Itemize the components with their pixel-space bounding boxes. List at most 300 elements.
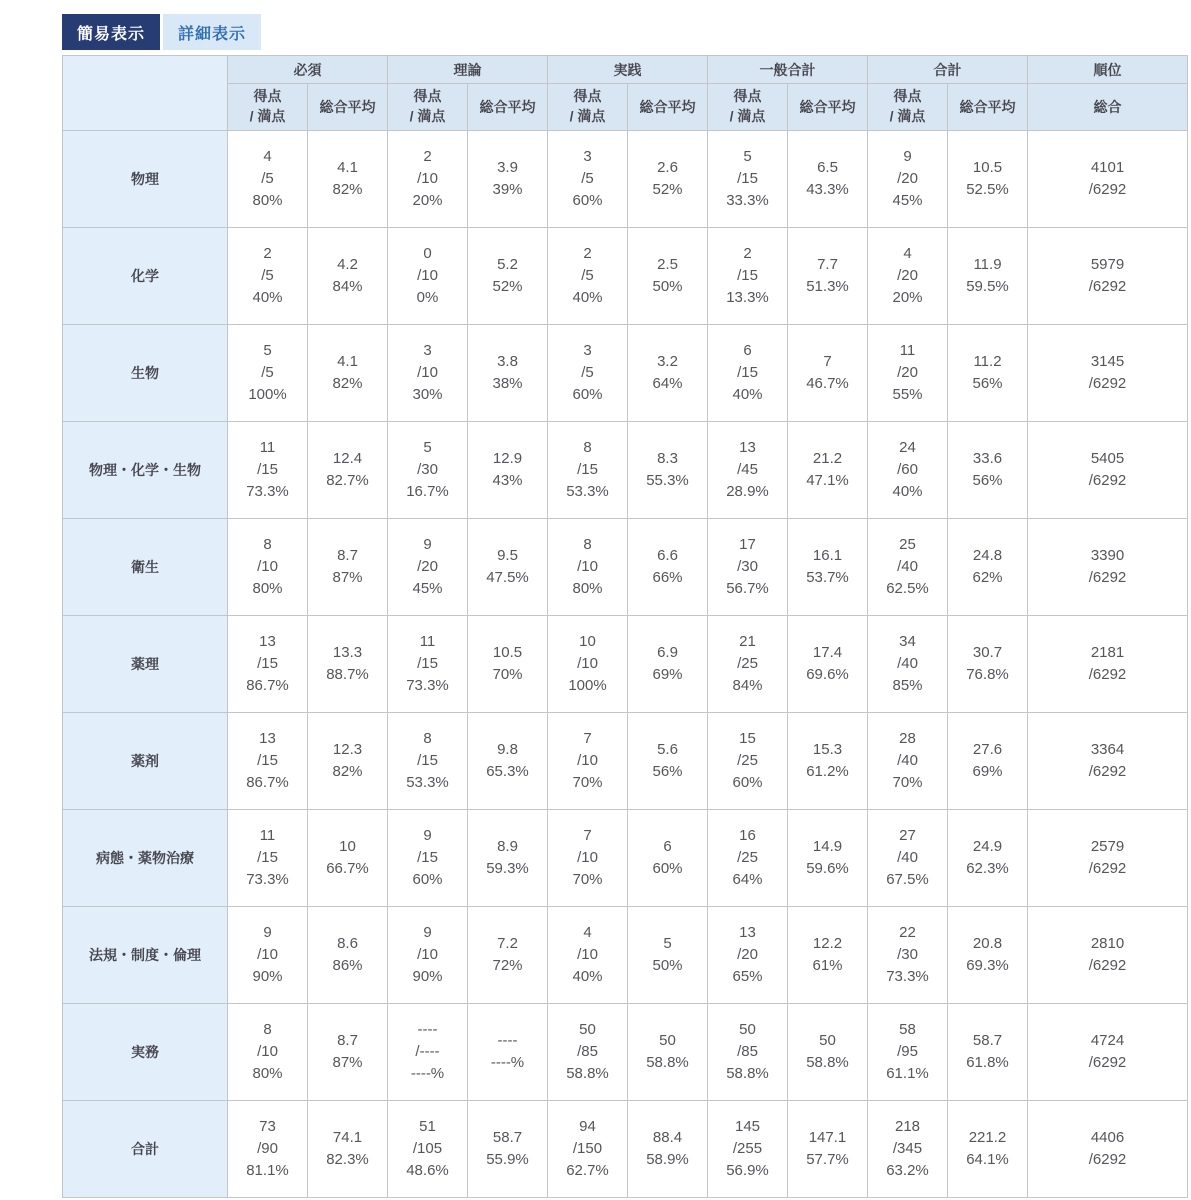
average-cell: [308, 810, 388, 907]
cell-line: /6292: [1088, 957, 1127, 974]
cell-line: 51.3%: [806, 278, 849, 295]
cell-line: 3145: [1090, 353, 1125, 371]
score-cell: [868, 519, 948, 616]
score-cell: [548, 228, 628, 325]
cell-line: 58.7: [492, 1129, 523, 1147]
score-cell: [388, 810, 468, 907]
cell-line: 10: [579, 633, 596, 651]
cell-line: 100%: [568, 676, 607, 694]
cell-line: 65%: [732, 967, 763, 985]
cell-line: 3.2: [657, 353, 678, 371]
cell-line: 4.1: [337, 353, 358, 371]
score-cell: [388, 228, 468, 325]
cell-line: 13.3: [332, 644, 363, 662]
score-cell: [868, 422, 948, 519]
cell-line: 40%: [572, 967, 603, 985]
average-cell: [468, 519, 548, 616]
cell-line: /30: [737, 558, 758, 576]
cell-line: 84%: [732, 676, 763, 694]
cell-line: 45%: [412, 579, 443, 597]
cell-line: 27.6: [972, 741, 1003, 759]
average-cell: [948, 519, 1028, 616]
cell-line: /5: [581, 364, 594, 382]
header-sub-row: [63, 84, 1188, 131]
group-header-theory: 理論: [388, 56, 548, 84]
cell-line: /5: [581, 170, 594, 188]
cell-line: 2: [743, 245, 752, 263]
cell-line: 66.7%: [326, 860, 369, 877]
cell-line: 11.9: [973, 256, 1002, 274]
cell-line: 80%: [572, 579, 603, 597]
cell-line: 4: [583, 924, 592, 942]
cell-line: 66%: [652, 569, 683, 586]
cell-line: 64%: [732, 870, 763, 888]
average-cell: [628, 810, 708, 907]
cell-line: 10.5: [492, 644, 523, 662]
cell-line: 58.8%: [646, 1054, 689, 1071]
score-cell: [388, 131, 468, 228]
cell-line: /6292: [1088, 569, 1127, 586]
cell-line: 2: [263, 245, 272, 263]
average-cell: [308, 907, 388, 1004]
cell-line: 53.3%: [406, 773, 449, 791]
cell-line: 5: [263, 342, 272, 360]
rank-cell: [1028, 325, 1188, 422]
cell-line: 61.8%: [966, 1054, 1009, 1071]
cell-line: /25: [737, 849, 758, 867]
cell-line: 8.7: [337, 1032, 358, 1050]
row-label: 実務: [63, 1004, 228, 1101]
rank-cell: [1028, 1101, 1188, 1198]
cell-line: 47.5%: [486, 569, 529, 586]
cell-line: 50: [659, 1032, 676, 1050]
header-group-row: [63, 56, 1188, 84]
cell-line: 3: [583, 148, 592, 166]
score-cell: [228, 1101, 308, 1198]
score-cell: [868, 907, 948, 1004]
score-cell: [708, 616, 788, 713]
average-cell: [788, 1004, 868, 1101]
average-cell: [788, 907, 868, 1004]
cell-line: 5: [743, 148, 752, 166]
cell-line: /10: [257, 1043, 278, 1061]
row-label: 化学: [63, 228, 228, 325]
cell-line: 9: [263, 924, 272, 942]
score-cell: [228, 713, 308, 810]
score-header-line2: / 満点: [569, 108, 606, 124]
cell-line: 69.3%: [966, 957, 1009, 974]
cell-line: 12.4: [332, 450, 363, 468]
score-cell: [868, 1101, 948, 1198]
rank-cell: [1028, 519, 1188, 616]
cell-line: 13: [739, 924, 756, 942]
cell-line: 38%: [492, 375, 523, 392]
cell-line: 60%: [652, 860, 683, 877]
cell-line: /20: [897, 267, 918, 285]
score-cell: [388, 713, 468, 810]
cell-line: 2: [583, 245, 592, 263]
average-cell: [948, 1004, 1028, 1101]
average-cell: [948, 616, 1028, 713]
cell-line: ----: [417, 1021, 438, 1039]
row-label: 薬剤: [63, 713, 228, 810]
score-cell: [548, 907, 628, 1004]
cell-line: 5.2: [497, 256, 518, 274]
cell-line: 13: [259, 633, 276, 651]
group-header-rank: 順位: [1028, 56, 1188, 84]
cell-line: 67.5%: [886, 870, 929, 888]
cell-line: 6.6: [657, 547, 678, 565]
rank-cell: [1028, 228, 1188, 325]
cell-line: 24: [899, 439, 916, 457]
cell-line: /10: [577, 558, 598, 576]
cell-line: /25: [737, 752, 758, 770]
average-cell: [948, 810, 1028, 907]
cell-line: /6292: [1088, 860, 1127, 877]
average-cell: [948, 713, 1028, 810]
cell-line: 8: [583, 439, 592, 457]
cell-line: /15: [737, 170, 758, 188]
cell-line: 59.6%: [806, 860, 849, 877]
score-cell: [708, 422, 788, 519]
rank-cell: [1028, 713, 1188, 810]
cell-line: 55%: [892, 385, 923, 403]
cell-line: /20: [897, 364, 918, 382]
cell-line: 9: [423, 924, 432, 942]
cell-line: 3390: [1090, 547, 1125, 565]
cell-line: /60: [897, 461, 918, 479]
score-cell: [708, 1101, 788, 1198]
score-cell: [548, 1004, 628, 1101]
cell-line: 82.7%: [326, 472, 369, 489]
score-header: [548, 84, 628, 131]
cell-line: /5: [581, 267, 594, 285]
cell-line: 9.8: [497, 741, 518, 759]
score-cell: [548, 810, 628, 907]
cell-line: 73: [259, 1118, 276, 1136]
cell-line: 20%: [412, 191, 443, 209]
cell-line: 2.5: [657, 256, 678, 274]
cell-line: /15: [417, 752, 438, 770]
cell-line: 24.9: [972, 838, 1003, 856]
cell-line: 100%: [248, 385, 287, 403]
cell-line: 58.9%: [646, 1151, 689, 1168]
cell-line: 73.3%: [886, 967, 929, 985]
cell-line: 69%: [972, 763, 1003, 780]
average-cell: [468, 713, 548, 810]
average-cell: [628, 1101, 708, 1198]
table-row: [63, 616, 1188, 713]
cell-line: 88.7%: [326, 666, 369, 683]
score-cell: [548, 713, 628, 810]
cell-line: 50: [579, 1021, 596, 1039]
average-cell: [948, 131, 1028, 228]
cell-line: 63.2%: [886, 1161, 929, 1179]
average-cell: [308, 713, 388, 810]
score-cell: [868, 713, 948, 810]
score-header: [708, 84, 788, 131]
cell-line: 86.7%: [246, 676, 289, 694]
score-header-line1: 得点: [733, 88, 762, 105]
cell-line: 80%: [252, 1064, 283, 1082]
cell-line: 70%: [892, 773, 923, 791]
average-cell: [308, 1101, 388, 1198]
average-cell: [948, 907, 1028, 1004]
cell-line: 3.9: [497, 159, 518, 177]
cell-line: 10.5: [972, 159, 1003, 177]
cell-line: 50: [739, 1021, 756, 1039]
score-cell: [388, 1004, 468, 1101]
cell-line: 58.8%: [806, 1054, 849, 1071]
average-cell: [308, 616, 388, 713]
cell-line: /40: [897, 558, 918, 576]
cell-line: /10: [417, 170, 438, 188]
score-cell: [708, 131, 788, 228]
cell-line: 4.1: [337, 159, 358, 177]
cell-line: 43.3%: [806, 181, 849, 198]
cell-line: 40%: [732, 385, 763, 403]
cell-line: 69.6%: [806, 666, 849, 683]
cell-line: 85%: [892, 676, 923, 694]
table-row: [63, 519, 1188, 616]
average-cell: [788, 228, 868, 325]
rank-cell: [1028, 131, 1188, 228]
cell-line: 86.7%: [246, 773, 289, 791]
cell-line: 87%: [332, 569, 363, 586]
cell-line: 11: [419, 633, 436, 651]
score-cell: [708, 228, 788, 325]
cell-line: /6292: [1088, 278, 1127, 295]
cell-line: /15: [417, 849, 438, 867]
cell-line: 147.1: [808, 1129, 847, 1147]
cell-line: /15: [257, 849, 278, 867]
cell-line: 0: [423, 245, 432, 263]
cell-line: 80%: [252, 191, 283, 209]
cell-line: 52.5%: [966, 181, 1009, 198]
cell-line: 5: [663, 935, 672, 953]
cell-line: 62.3%: [966, 860, 1009, 877]
score-cell: [228, 519, 308, 616]
cell-line: 40%: [572, 288, 603, 306]
cell-line: 27: [899, 827, 916, 845]
cell-line: /6292: [1088, 763, 1127, 780]
cell-line: 51: [419, 1118, 436, 1136]
cell-line: /10: [257, 558, 278, 576]
average-cell: [788, 810, 868, 907]
cell-line: 76.8%: [966, 666, 1009, 683]
cell-line: 60%: [572, 385, 603, 403]
cell-line: 52%: [652, 181, 683, 198]
score-cell: [868, 810, 948, 907]
rank-cell: [1028, 616, 1188, 713]
average-cell: [628, 907, 708, 1004]
score-cell: [228, 325, 308, 422]
cell-line: 4101: [1090, 159, 1125, 177]
cell-line: /15: [257, 655, 278, 673]
cell-line: 10: [339, 838, 356, 856]
average-cell: [948, 1101, 1028, 1198]
cell-line: 84%: [332, 278, 363, 295]
score-cell: [868, 131, 948, 228]
cell-line: 88.4: [652, 1129, 683, 1147]
cell-line: 2: [423, 148, 432, 166]
cell-line: 7.2: [497, 935, 518, 953]
cell-line: 12.2: [812, 935, 843, 953]
cell-line: 60%: [412, 870, 443, 888]
average-cell: [628, 1004, 708, 1101]
average-cell: [948, 228, 1028, 325]
score-cell: [388, 907, 468, 1004]
cell-line: 11: [259, 827, 276, 845]
cell-line: /5: [261, 364, 274, 382]
average-cell: [788, 325, 868, 422]
cell-line: 80%: [252, 579, 283, 597]
score-header-line2: / 満点: [889, 108, 926, 124]
cell-line: 47.1%: [806, 472, 849, 489]
score-cell: [868, 616, 948, 713]
cell-line: 20%: [892, 288, 923, 306]
score-header: [228, 84, 308, 131]
row-label: 生物: [63, 325, 228, 422]
cell-line: 52%: [492, 278, 523, 295]
cell-line: /5: [261, 267, 274, 285]
score-cell: [708, 325, 788, 422]
cell-line: 22: [899, 924, 916, 942]
cell-line: 82.3%: [326, 1151, 369, 1168]
average-cell: [788, 519, 868, 616]
cell-line: 65.3%: [486, 763, 529, 780]
cell-line: /10: [257, 946, 278, 964]
cell-line: 40%: [892, 482, 923, 500]
cell-line: 57.7%: [806, 1151, 849, 1168]
tab-simple-view[interactable]: 簡易表示: [62, 14, 160, 50]
cell-line: 11: [259, 439, 276, 457]
cell-line: ----%: [410, 1064, 445, 1082]
average-cell: [308, 422, 388, 519]
cell-line: 2.6: [657, 159, 678, 177]
row-label: 物理: [63, 131, 228, 228]
rank-cell: [1028, 810, 1188, 907]
cell-line: 8: [423, 730, 432, 748]
cell-line: 9: [903, 148, 912, 166]
rank-cell: [1028, 907, 1188, 1004]
cell-line: 81.1%: [246, 1161, 289, 1179]
cell-line: /150: [572, 1140, 603, 1158]
cell-line: /5: [261, 170, 274, 188]
cell-line: /10: [577, 849, 598, 867]
cell-line: 7: [583, 730, 592, 748]
cell-line: 3: [423, 342, 432, 360]
cell-line: 218: [894, 1118, 921, 1136]
cell-line: 58.8%: [566, 1064, 609, 1082]
cell-line: /15: [257, 752, 278, 770]
score-table: [62, 55, 1188, 1198]
cell-line: /15: [737, 267, 758, 285]
cell-line: /15: [737, 364, 758, 382]
score-cell: [228, 810, 308, 907]
cell-line: 94: [579, 1118, 596, 1136]
average-cell: [788, 1101, 868, 1198]
cell-line: 4: [263, 148, 272, 166]
cell-line: 64%: [652, 375, 683, 392]
score-cell: [548, 325, 628, 422]
score-cell: [708, 713, 788, 810]
cell-line: /15: [417, 655, 438, 673]
score-cell: [228, 131, 308, 228]
cell-line: 72%: [492, 957, 523, 974]
score-cell: [228, 616, 308, 713]
cell-line: 20.8: [972, 935, 1003, 953]
cell-line: /10: [577, 946, 598, 964]
cell-line: /10: [577, 752, 598, 770]
cell-line: 70%: [572, 773, 603, 791]
row-label: 病態・薬物治療: [63, 810, 228, 907]
cell-line: /10: [417, 364, 438, 382]
cell-line: 33.3%: [726, 191, 769, 209]
cell-line: 50%: [652, 957, 683, 974]
cell-line: 62.7%: [566, 1161, 609, 1179]
cell-line: /105: [412, 1140, 443, 1158]
cell-line: 4: [903, 245, 912, 263]
score-cell: [708, 810, 788, 907]
average-cell: [788, 616, 868, 713]
cell-line: 8.7: [337, 547, 358, 565]
cell-line: 7: [823, 353, 832, 371]
score-header: [868, 84, 948, 131]
cell-line: 53.7%: [806, 569, 849, 586]
average-cell: [308, 131, 388, 228]
cell-line: 21.2: [812, 450, 843, 468]
cell-line: 30.7: [972, 644, 1003, 662]
score-cell: [548, 131, 628, 228]
cell-line: 9: [423, 827, 432, 845]
average-header: 総合平均: [948, 84, 1028, 131]
cell-line: 53.3%: [566, 482, 609, 500]
cell-line: 90%: [252, 967, 283, 985]
cell-line: 2181: [1090, 644, 1125, 662]
cell-line: /25: [737, 655, 758, 673]
cell-line: 11.2: [973, 353, 1002, 371]
score-cell: [228, 907, 308, 1004]
cell-line: 3: [583, 342, 592, 360]
average-cell: [628, 325, 708, 422]
cell-line: 82%: [332, 181, 363, 198]
cell-line: 17.4: [812, 644, 843, 662]
row-label: 合計: [63, 1101, 228, 1198]
cell-line: 56.7%: [726, 579, 769, 597]
cell-line: 55.3%: [646, 472, 689, 489]
average-cell: [468, 616, 548, 713]
cell-line: /95: [897, 1043, 918, 1061]
tab-detail-view[interactable]: 詳細表示: [163, 14, 261, 50]
cell-line: 8.6: [337, 935, 358, 953]
average-cell: [468, 810, 548, 907]
average-header: 総合平均: [308, 84, 388, 131]
cell-line: 55.9%: [486, 1151, 529, 1168]
cell-line: 13.3%: [726, 288, 769, 306]
cell-line: 2810: [1090, 935, 1125, 953]
cell-line: 28.9%: [726, 482, 769, 500]
average-cell: [628, 616, 708, 713]
cell-line: 3364: [1090, 741, 1125, 759]
cell-line: 14.9: [812, 838, 843, 856]
cell-line: 50: [819, 1032, 836, 1050]
cell-line: 4.2: [337, 256, 358, 274]
score-cell: [228, 422, 308, 519]
score-header-line2: / 満点: [249, 108, 286, 124]
cell-line: /6292: [1088, 181, 1127, 198]
cell-line: 43%: [492, 472, 523, 489]
